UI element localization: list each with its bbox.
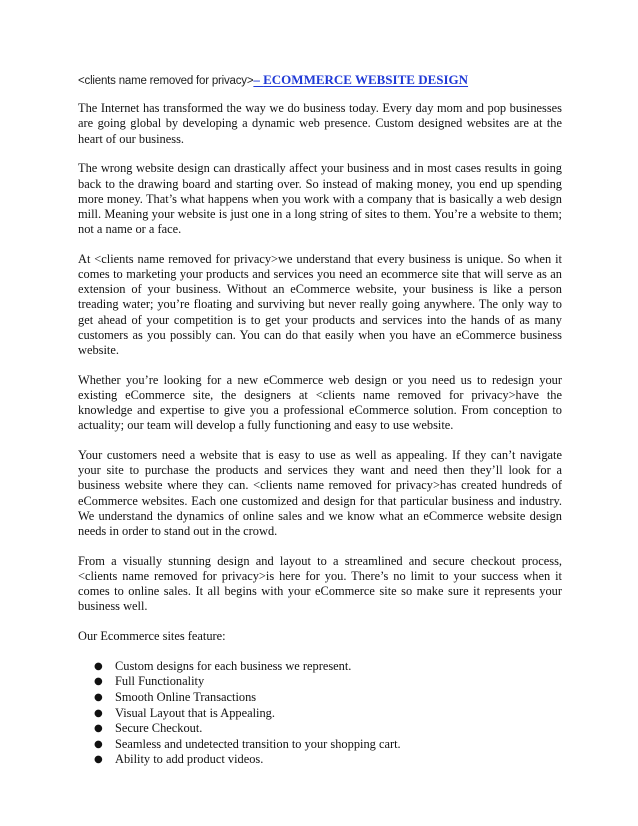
bullet-icon: ● [94,754,103,766]
bullet-icon: ● [94,738,103,750]
list-item [78,721,562,737]
title-separator: – [253,72,264,87]
list-item [78,752,562,768]
paragraph-unique-business: At <clients name removed for privacy>we understand that every business is unique. So when it comes to marketing your products and services you need an ecommerce site that will serve as an extension of your business. Without an eCommerce website, your business is like a person treading water; you’re floating and surviving but never really going anywhere. The only way to get ahead of your competition is to get your products and services into the hands of as many customers as you possibly can. You can do that easily when you have an eCommerce business website. [78,251,562,358]
document-title [78,72,562,89]
feature-text: Seamless and undetected transition to your shopping cart. [115,736,401,751]
feature-text: Full Functionality [115,674,205,689]
bullet-icon: ● [94,723,103,735]
title-client-placeholder: <clients name removed for privacy> [78,75,254,87]
bullet-icon: ● [94,707,103,719]
paragraph-features-intro: Our Ecommerce sites feature: [78,629,226,644]
feature-text: Secure Checkout. [115,721,203,736]
paragraph-intro: The Internet has transformed the way we do business today. Every day mom and pop businesses are going global by developing a dynamic web presence. Custom designed websites are at the heart of our business. [78,101,562,146]
list-item [78,737,562,753]
title-heading-text: ECOMMERCE WEBSITE DESIGN [263,72,469,87]
features-list [78,659,562,768]
bullet-icon: ● [94,660,103,672]
paragraph-checkout: From a visually stunning design and layout to a streamlined and secure checkout process, <clients name removed for privacy>is here for you. There’s no limit to your success when it comes to online sales. It all begins with your eCommerce site so make sure it represents your business well. [78,553,562,614]
title-heading-link[interactable] [253,72,468,87]
paragraph-redesign: Whether you’re looking for a new eCommerce web design or you need us to redesign your existing eCommerce site, the designers at <clients name removed for privacy>have the knowledge and expertise to give you a professional eCommerce solution. From conception to actuality; our team will develop a fully functioning and easy to use website. [78,372,562,433]
feature-text: Custom designs for each business we represent. [115,658,352,673]
bullet-icon: ● [94,676,103,688]
feature-text: Visual Layout that is Appealing. [115,705,275,720]
feature-text: Ability to add product videos. [115,752,264,767]
feature-text: Smooth Online Transactions [115,689,257,704]
list-item [78,706,562,722]
document-page [78,72,562,768]
list-item [78,690,562,706]
bullet-icon: ● [94,691,103,703]
paragraph-customers: Your customers need a website that is easy to use as well as appealing. If they can’t navigate your site to purchase the products and services they want and need then they’ll look for a business website where they can. <clients name removed for privacy>has created hundreds of eCommerce websites. Each one customized and design for that particular business and industry. We understand the dynamics of online sales and we know what an eCommerce website design needs in order to stand out in the crowd. [78,448,562,539]
list-item [78,674,562,690]
paragraph-wrong-design: The wrong website design can drastically affect your business and in most cases results in going back to the drawing board and starting over. So instead of making money, you end up spending more money. That’s what happens when you work with a company that is basically a web design mill. Meaning your website is just one in a long string of sites to them. You’re a website to them; not a name or a face. [78,161,562,237]
list-item [78,659,562,675]
